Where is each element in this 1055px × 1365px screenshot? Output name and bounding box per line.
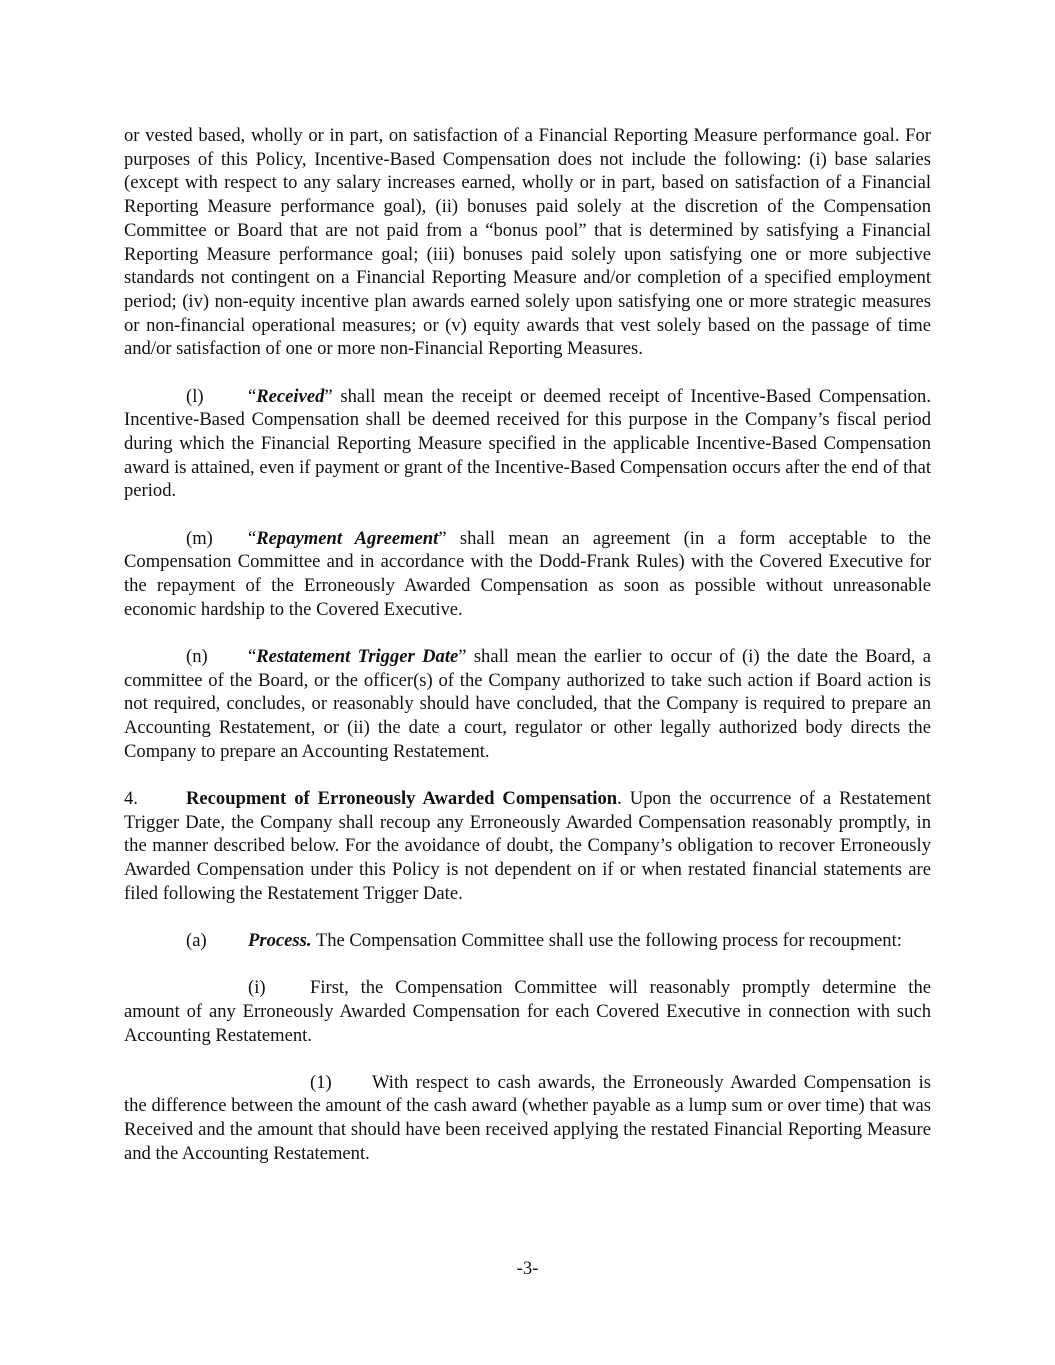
subsection-heading: Process. xyxy=(248,929,312,951)
page-number: -3- xyxy=(516,1258,539,1279)
clause-i xyxy=(124,976,931,1047)
clause-text: With respect to cash awards, the Erroneously Awarded Compensation is the difference between the amount of the cash award (whether payable as a lump sum or over time) that was Received and the amount that should have been received applying the restated Financial Reporting Measure and the Accounting Restatement. xyxy=(124,1071,931,1164)
open-quote: “ xyxy=(248,645,257,667)
subsection-process xyxy=(124,929,931,953)
paragraph-text: or vested based, wholly or in part, on satisfaction of a Financial Reporting Measure performance goal. For purposes of this Policy, Incentive-Based Compensation does not include the following: (i) base salaries (except with respect to any salary increases earned, wholly or in part, based on satisfaction of a Financial Reporting Measure performance goal), (ii) bonuses paid solely at the discretion of the Compensation Committee or Board that are not paid from a “bonus pool” that is determined by satisfying a Financial Reporting Measure performance goal; (iii) bonuses paid solely upon satisfying one or more subjective standards not contingent on a Financial Reporting Measure and/or completion of a specified employment period; (iv) non-equity incentive plan awards earned solely upon satisfying one or more strategic measures or non-financial operational measures; or (v) equity awards that vest solely based on the passage of time and/or satisfaction of one or more non-Financial Reporting Measures. xyxy=(124,125,931,360)
paragraph-continuation xyxy=(124,124,931,361)
section-heading: Recoupment of Erroneously Awarded Compensation xyxy=(186,787,618,809)
section-text: . Upon the occurrence of a Restatement Trigger Date, the Company shall recoup any Erroneously Awarded Compensation reasonably promptly, in the manner described below. For the avoidance of doubt, the Company’s obligation to recover Erroneously Awarded Compensation under this Policy is not dependent on if or when restated financial statements are filed following the Restatement Trigger Date. xyxy=(124,787,931,904)
definition-text: ” shall mean the earlier to occur of (i) the date the Board, a committee of the Board, or the officer(s) of the Company authorized to take such action if Board action is not required, concludes, or reasonably should have concluded, that the Company is required to prepare an Accounting Restatement, or (ii) the date a court, regulator or other legally authorized body directs the Company to prepare an Accounting Restatement. xyxy=(124,645,931,762)
item-label: (l) xyxy=(186,385,204,407)
definition-received xyxy=(124,385,931,504)
subsection-text: The Compensation Committee shall use the following process for recoupment: xyxy=(311,929,902,951)
clause-text: First, the Compensation Committee will reasonably promptly determine the amount of any Erroneously Awarded Compensation for each Covered Executive in connection with such Accounting Restatement. xyxy=(124,977,931,1046)
item-label: (n) xyxy=(186,645,208,667)
section-number: 4. xyxy=(124,787,138,809)
item-label: (a) xyxy=(186,929,207,951)
open-quote: “ xyxy=(248,527,257,549)
definition-text: ” shall mean an agreement (in a form acceptable to the Compensation Committee and in accordance with the Dodd-Frank Rules) with the Covered Executive for the repayment of the Erroneously Awarded Compensation as soon as possible without unreasonable economic hardship to the Covered Executive. xyxy=(124,527,931,620)
item-label: (1) xyxy=(310,1071,332,1093)
item-label: (m) xyxy=(186,527,213,549)
definition-repayment-agreement xyxy=(124,527,931,622)
definition-restatement-trigger-date xyxy=(124,645,931,764)
clause-1 xyxy=(124,1071,931,1166)
document-page xyxy=(124,124,931,1166)
section-4 xyxy=(124,787,931,906)
item-label: (i) xyxy=(248,977,266,999)
defined-term: Received xyxy=(256,385,325,407)
defined-term: Restatement Trigger Date xyxy=(256,645,459,667)
definition-text: ” shall mean the receipt or deemed receipt of Incentive-Based Compensation. Incentive-Based Compensation shall be deemed received for this purpose in the Company’s fiscal period during which the Financial Reporting Measure specified in the applicable Incentive-Based Compensation award is attained, even if payment or grant of the Incentive-Based Compensation occurs after the end of that period. xyxy=(124,385,931,502)
defined-term: Repayment Agreement xyxy=(256,527,439,549)
open-quote: “ xyxy=(248,385,257,407)
